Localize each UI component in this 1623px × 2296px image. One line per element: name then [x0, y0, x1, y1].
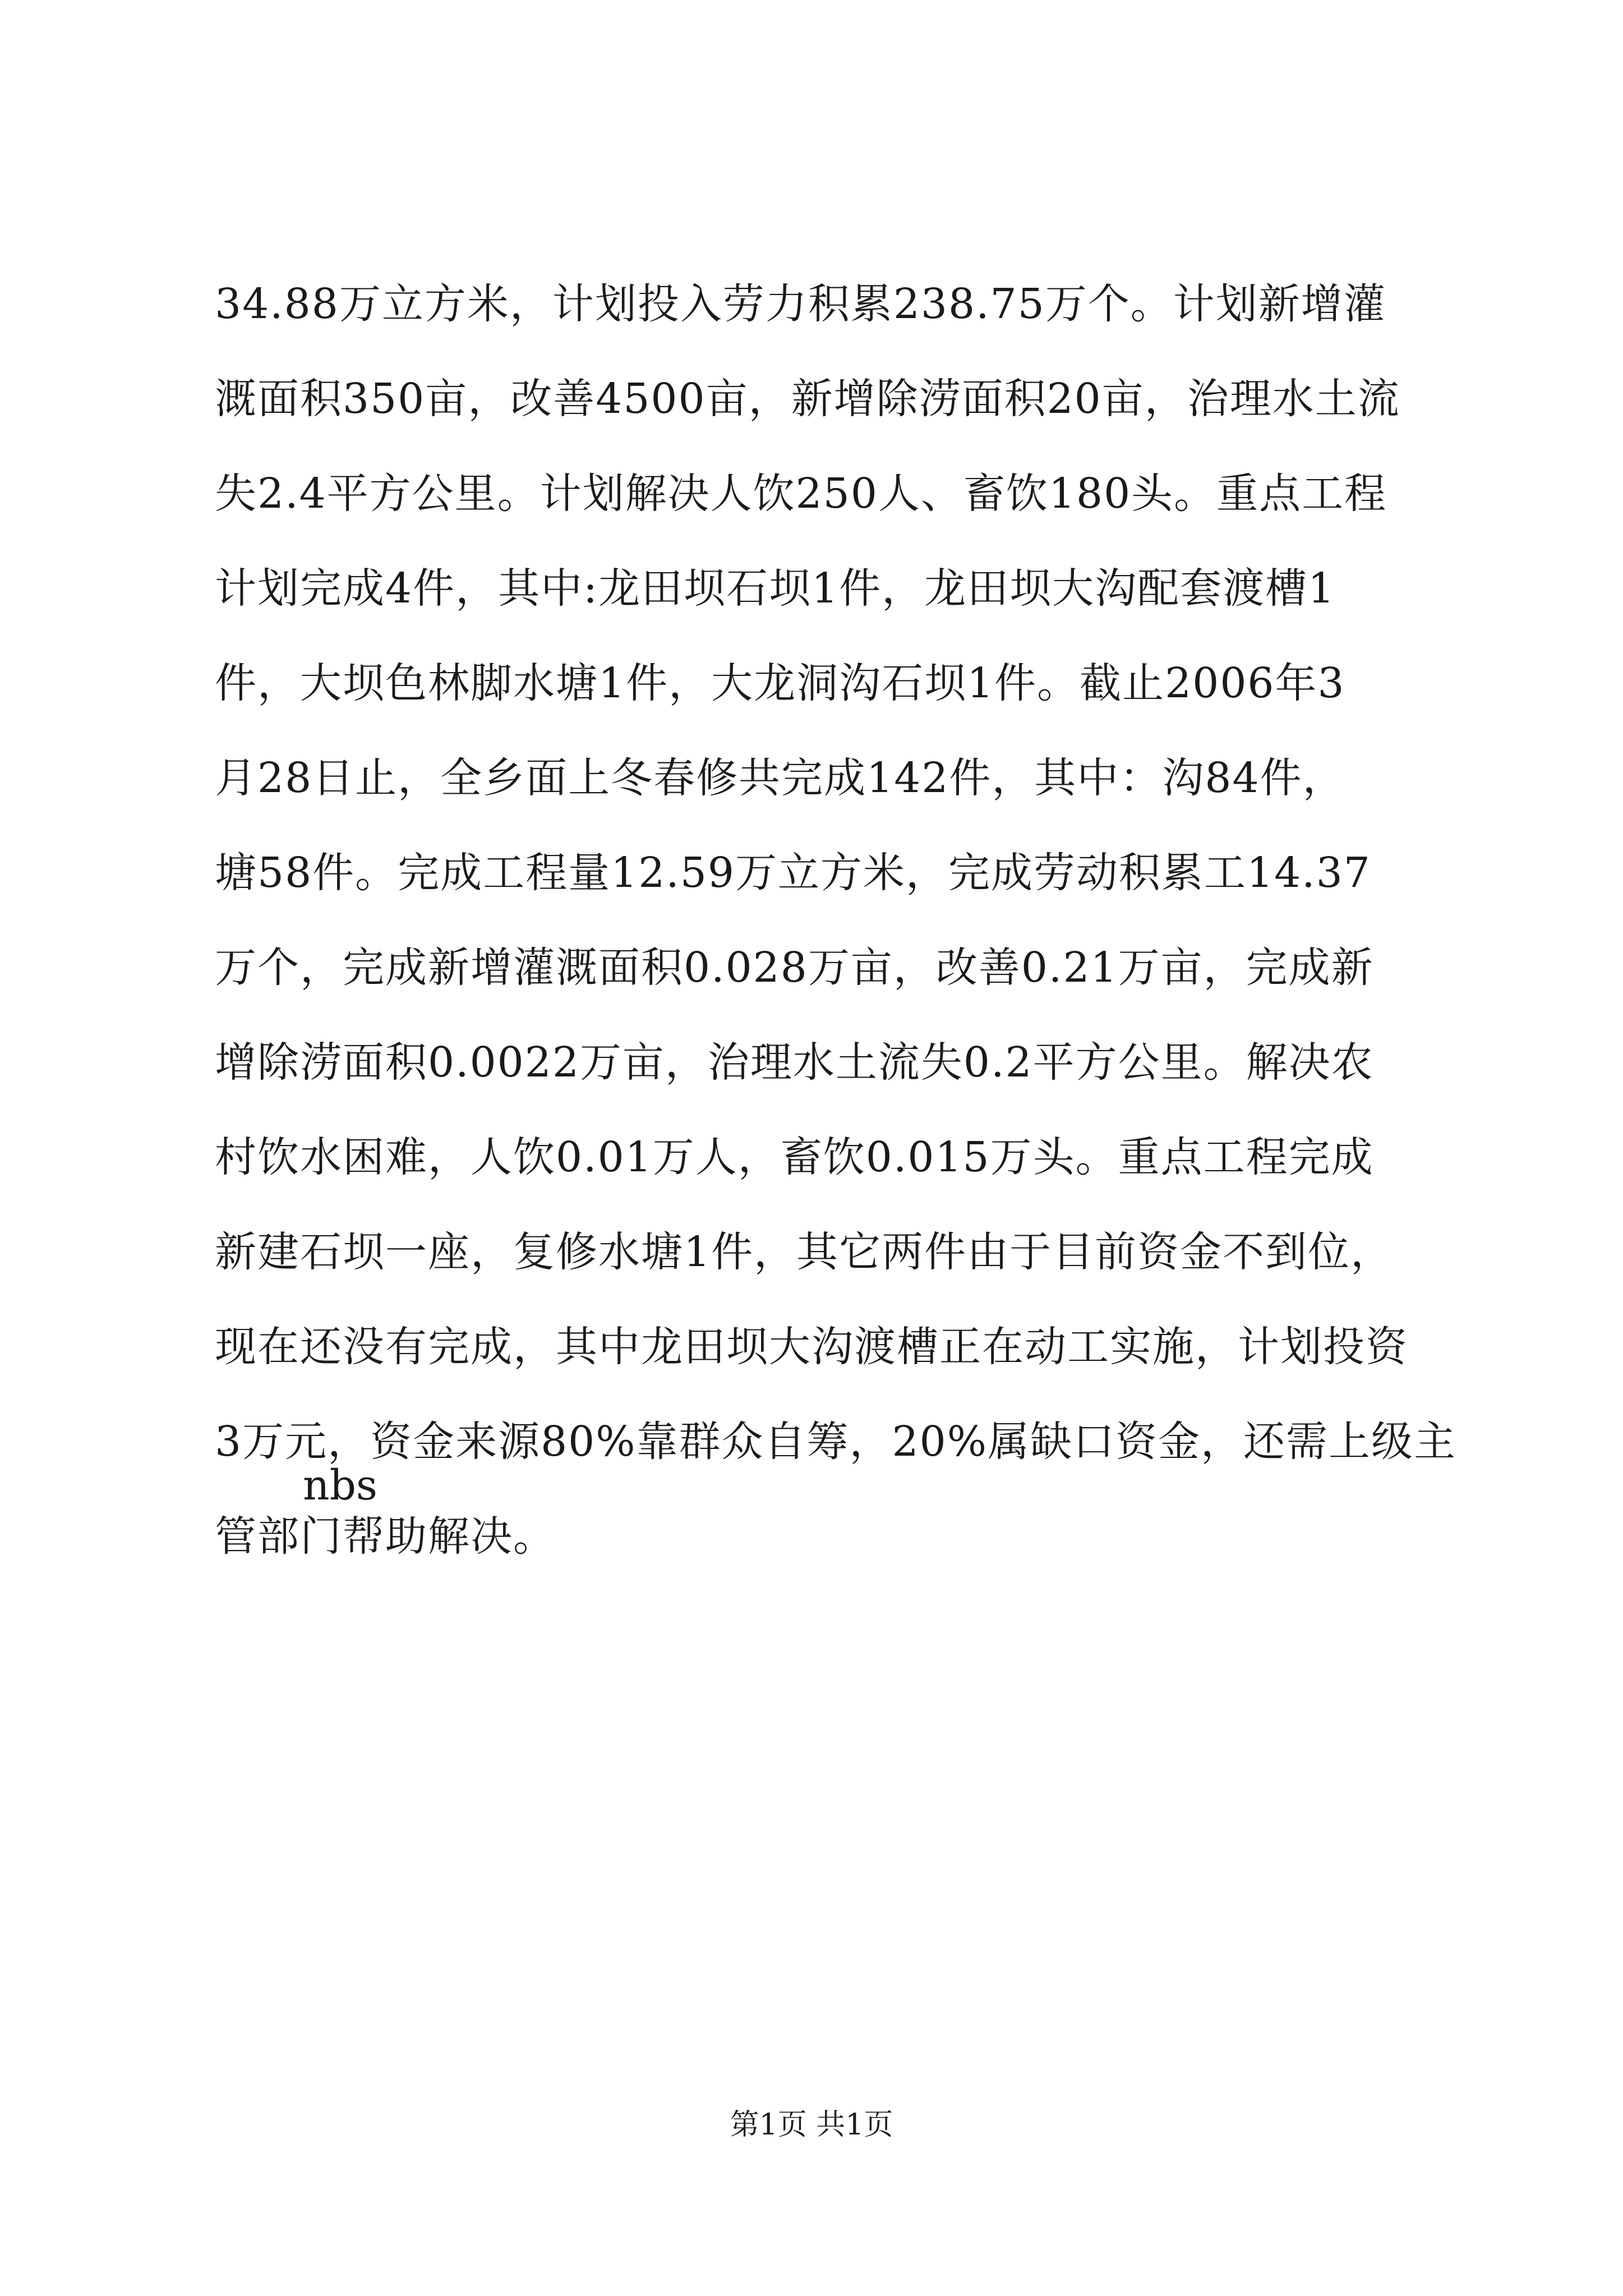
text-line: 万个，完成新增灌溉面积0.028万亩，改善0.21万亩，完成新	[215, 944, 1374, 992]
trailing-fragment: nbs	[303, 1461, 378, 1510]
text-line: 计划完成4件，其中:龙田坝石坝1件，龙田坝大沟配套渡槽1	[215, 564, 1336, 613]
text-line: 溉面积350亩，改善4500亩，新增除涝面积20亩，治理水土流	[215, 375, 1400, 423]
text-line: 管部门帮助解决。	[215, 1512, 556, 1561]
body-paragraph	[215, 257, 1457, 1584]
text-line: 34.88万立方米，计划投入劳力积累238.75万个。计划新增灌	[215, 280, 1386, 328]
text-line: 村饮水困难，人饮0.01万人，畜饮0.015万头。重点工程完成	[215, 1133, 1374, 1181]
text-line: 增除涝面积0.0022万亩，治理水土流失0.2平方公里。解决农	[215, 1038, 1374, 1087]
text-line: 月28日止，全乡面上冬春修共完成142件，其中：沟84件，	[215, 754, 1345, 802]
text-line: 新建石坝一座，复修水塘1件，其它两件由于目前资金不到位，	[215, 1228, 1394, 1276]
text-line: 塘58件。完成工程量12.59万立方米，完成劳动积累工14.37	[215, 849, 1371, 897]
text-line: 失2.4平方公里。计划解决人饮250人、畜饮180头。重点工程	[215, 470, 1387, 518]
page-number-footer: 第1页 共1页	[730, 2108, 893, 2142]
text-line: 3万元，资金来源80%靠群众自筹，20%属缺口资金，还需上级主	[215, 1418, 1457, 1466]
text-line: 现在还没有完成，其中龙田坝大沟渡槽正在动工实施，计划投资	[215, 1323, 1408, 1371]
text-line: 件，大坝色林脚水塘1件，大龙洞沟石坝1件。截止2006年3	[215, 659, 1345, 707]
